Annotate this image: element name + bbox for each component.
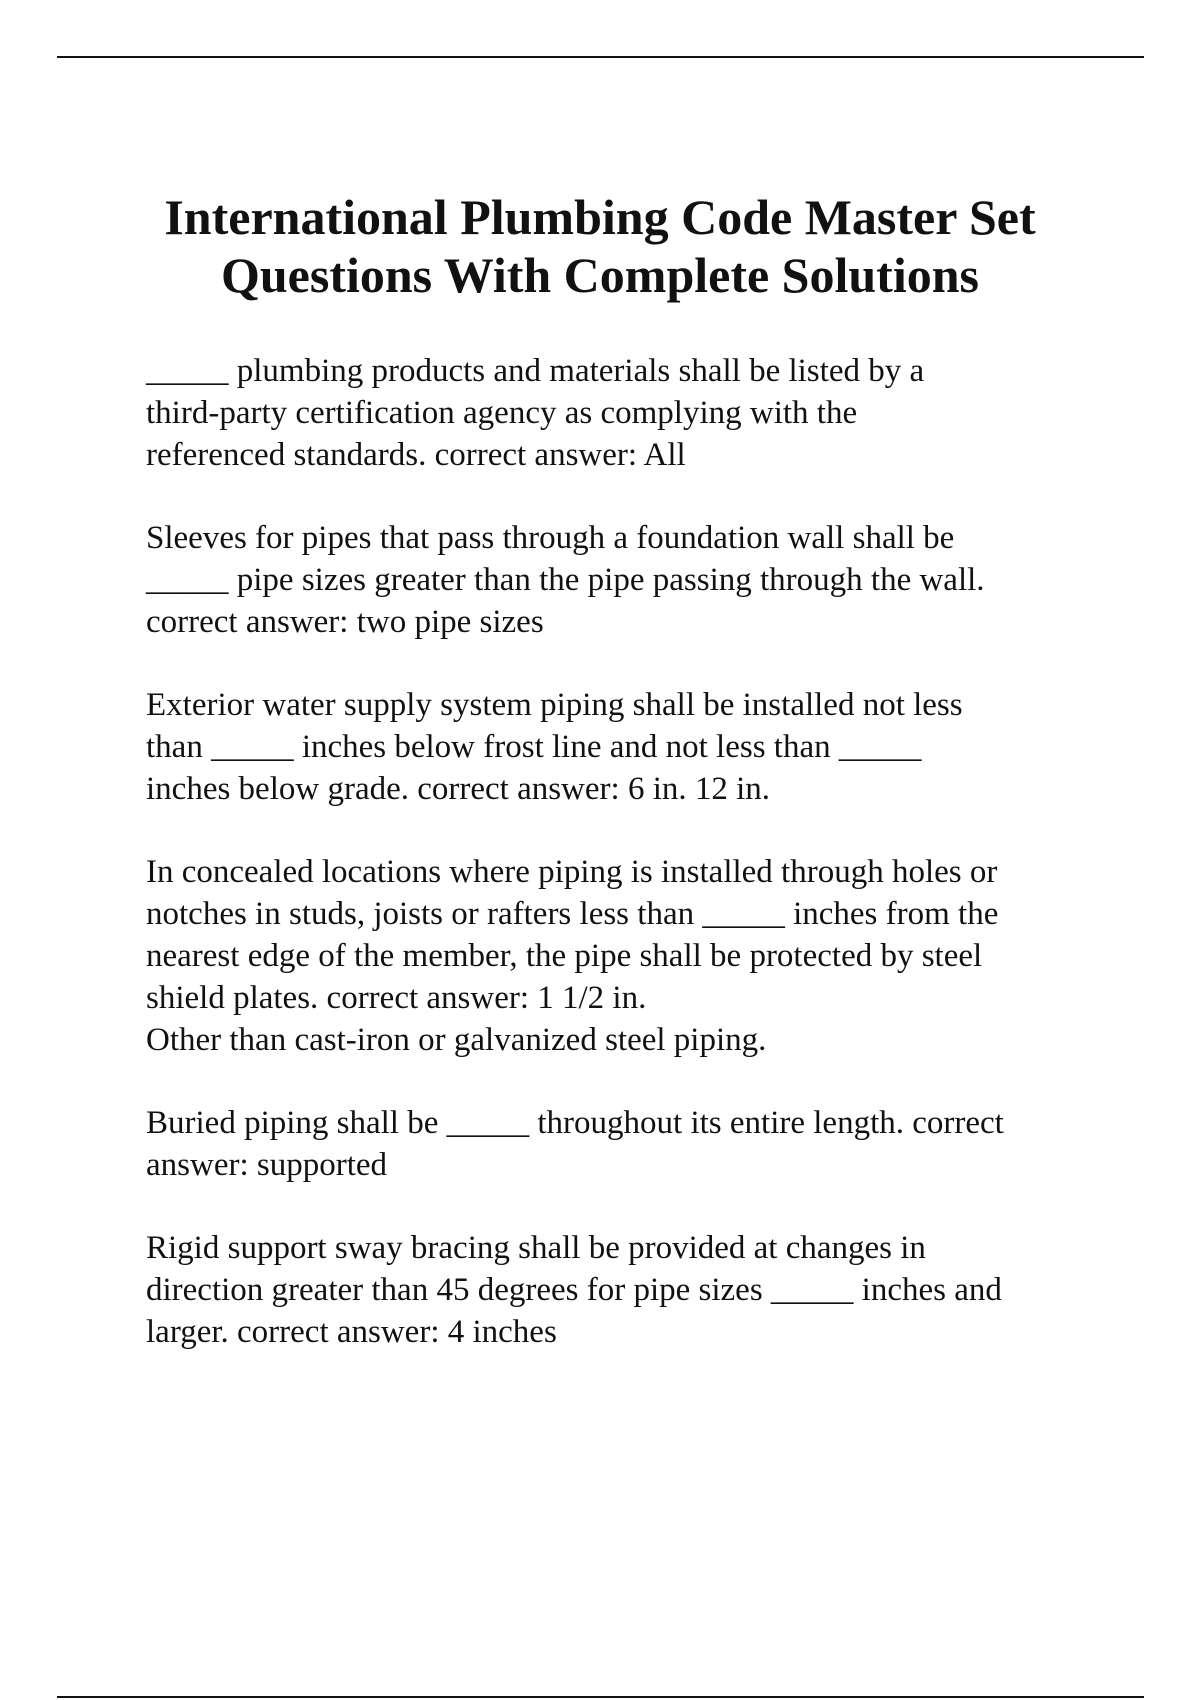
question-line: Other than cast-iron or galvanized steel piping. [146, 1022, 767, 1058]
title-line: Questions With Complete Solutions [220, 247, 979, 303]
question-line: _____ pipe sizes greater than the pipe passing through the wall. [146, 562, 985, 598]
document-title [100, 188, 1100, 304]
question-line: third-party certification agency as complying with the [146, 395, 858, 431]
question-line: nearest edge of the member, the pipe shall be protected by steel [146, 938, 983, 974]
question-list [146, 350, 1106, 1394]
question-line: larger. correct answer: 4 inches [146, 1314, 557, 1350]
question-item [146, 684, 1106, 810]
question-item [146, 350, 1106, 476]
question-line: _____ plumbing products and materials shall be listed by a [146, 353, 925, 389]
question-line: answer: supported [146, 1147, 388, 1183]
question-item [146, 1102, 1106, 1186]
question-item [146, 517, 1106, 643]
bottom-divider [57, 1696, 1144, 1698]
question-line: inches below grade. correct answer: 6 in. 12 in. [146, 771, 771, 807]
top-divider [57, 56, 1144, 58]
question-line: shield plates. correct answer: 1 1/2 in. [146, 980, 647, 1016]
question-line: Exterior water supply system piping shall be installed not less [146, 687, 963, 723]
question-line: Buried piping shall be _____ throughout its entire length. correct [146, 1105, 1004, 1141]
question-line: notches in studs, joists or rafters less than _____ inches from the [146, 896, 999, 932]
question-line: than _____ inches below frost line and not less than _____ [146, 729, 922, 765]
question-line: referenced standards. correct answer: All [146, 437, 686, 473]
question-line: In concealed locations where piping is installed through holes or [146, 854, 998, 890]
question-line: direction greater than 45 degrees for pipe sizes _____ inches and [146, 1272, 1002, 1308]
question-item [146, 1227, 1106, 1353]
title-line: International Plumbing Code Master Set [164, 189, 1036, 245]
question-line: Sleeves for pipes that pass through a foundation wall shall be [146, 520, 955, 556]
question-item [146, 851, 1106, 1061]
question-line: Rigid support sway bracing shall be provided at changes in [146, 1230, 926, 1266]
question-line: correct answer: two pipe sizes [146, 604, 544, 640]
